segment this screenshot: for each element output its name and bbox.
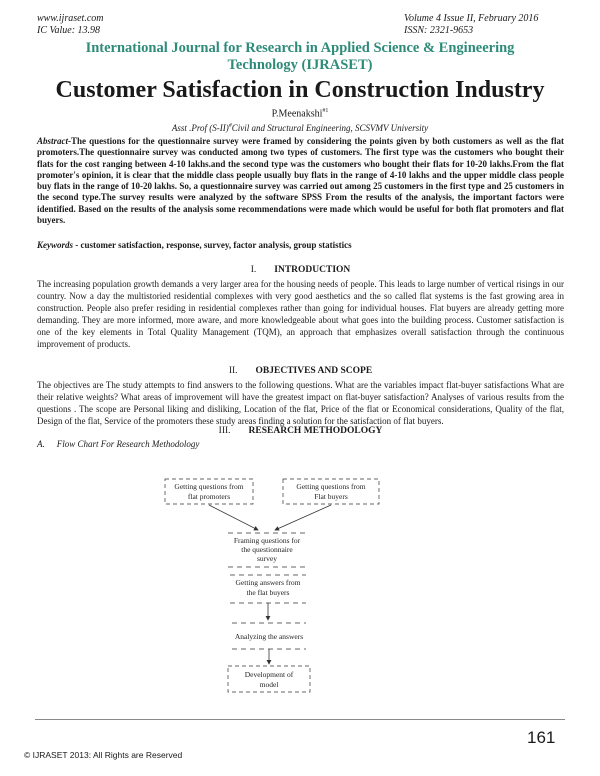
keywords-text: - customer satisfaction, response, survey, factor analysis, group statistics <box>73 240 352 250</box>
section-title: RESEARCH METHODOLOGY <box>248 426 383 436</box>
flow-box-model-line1: Development of <box>244 670 294 679</box>
flow-box-framing-line2: the questionnaire <box>241 545 293 554</box>
flow-box-framing-questions <box>228 533 306 567</box>
section-number: III. <box>218 426 231 436</box>
volume-issue: Volume 4 Issue II, February 2016 <box>404 13 539 24</box>
journal-name-line1: International Journal for Research in Applied Science & Engineering <box>85 40 515 56</box>
flow-box-flat-buyers-line1: Getting questions from <box>296 482 366 491</box>
introduction-paragraph: The increasing population growth demands a very larger area for the housing needs of people. This leads to large number of vertical risings in our country. Now a day the multistoried residential complexes with very good aesthetics and the so called flat systems is the fast growing area in construction. People also prefer residing in residential complexes rather than going for individual houses. Flat buyers are already getting more demanding. They are more informed, more aware, and more knowledgeable about what goes into the building process. Customer satisfaction is one of the key elements in Total Quality Management (TQM), an approach that emphasizes overall satisfaction through the continuous improvement of products. <box>37 279 564 349</box>
footer-divider <box>35 719 565 720</box>
flow-box-framing-line1: Framing questions for <box>233 536 301 545</box>
affiliation-sup: # <box>228 123 232 129</box>
page-number: 161 <box>527 728 556 747</box>
section-number: II. <box>228 366 238 376</box>
flow-box-framing-line3: survey <box>257 554 277 563</box>
flow-arrow-promoters-to-framing <box>209 505 258 530</box>
objectives-paragraph: The objectives are The study attempts to find answers to the following questions. What are the variables impact flat-buyer satisfactions What are their relative weights? What areas of improvement will have the greatest impact on flat-buyer satisfaction? Analyses of various results from the questions . The scope are Personal liking and disliking, Location of the flat, Price of the flat or Economical considerations, Quality of the flat, Design of the flat, Service of the promoters these study areas finding a solution for the satisfaction of flat buyers. <box>37 380 564 426</box>
affiliation-dept: Civil and Structural Engineering, SCSVMV University <box>231 123 429 133</box>
section-title: OBJECTIVES AND SCOPE <box>255 366 373 376</box>
journal-website[interactable]: www.ijraset.com <box>37 13 104 24</box>
author-name: P.Meenakshi <box>271 108 323 120</box>
flow-box-answers-line2: the flat buyers <box>246 588 290 597</box>
flow-arrow-buyers-to-framing <box>275 505 331 530</box>
subsection-title: Flow Chart For Research Methodology <box>56 439 200 449</box>
section-number: I. <box>250 265 257 275</box>
paper-title: Customer Satisfaction in Construction Industry <box>55 77 545 103</box>
flow-box-analyzing-label: Analyzing the answers <box>234 632 304 641</box>
flow-box-model-line2: model <box>259 680 279 689</box>
keywords-label: Keywords <box>37 240 73 250</box>
abstract-label: Abstract <box>37 136 69 146</box>
abstract-text: -The questions for the questionnaire survey were framed by considering the points given by both customers as well as the flat promoters.The questionnaire survey was conducted among two types of customers. The first type was the customers who bought their flats for the cost ranging between 4-10 lakhs.and the second type was the customers who bought their flats for 10-20 lakhs.From the flat promoter's opinion, it is clear that the middle class people usually buy flats in the range of 4-10 lakhs and the upper middle class people buy flats in the range of 10-20 lakhs. So, a questionnaire survey was carried out among 25 customers in the first type and 25 customers in the second type.The survey results were analyzed by the software SPSS From the results of the analysis, the important factors were identified. Based on the results of the analysis some recommendations were made which would be useful for both flat promoters and flat buyers. <box>37 136 564 226</box>
ic-value: IC Value: 13.98 <box>37 25 101 36</box>
author-sup: #1 <box>322 108 329 114</box>
flow-box-flat-buyers <box>283 479 379 504</box>
flow-box-analyzing <box>232 623 306 649</box>
subsection-letter: A. <box>37 439 45 449</box>
journal-name-line2: Technology (IJRASET) <box>227 57 373 73</box>
section-title: INTRODUCTION <box>274 265 351 275</box>
flow-box-flat-promoters-line1: Getting questions from <box>174 482 244 491</box>
flow-box-flat-buyers-line2: Flat buyers <box>314 492 348 501</box>
copyright-notice: © IJRASET 2013: All Rights are Reserved <box>24 750 183 760</box>
affiliation-position: Asst .Prof (S-II) <box>171 123 229 133</box>
flow-box-answers-line1: Getting answers from <box>235 578 301 587</box>
flow-box-getting-answers <box>230 575 306 603</box>
flow-box-flat-promoters-line2: flat promoters <box>187 492 231 501</box>
flow-box-flat-promoters <box>165 479 253 504</box>
issn: ISSN: 2321-9653 <box>404 25 474 36</box>
flow-box-development-model <box>228 666 310 692</box>
